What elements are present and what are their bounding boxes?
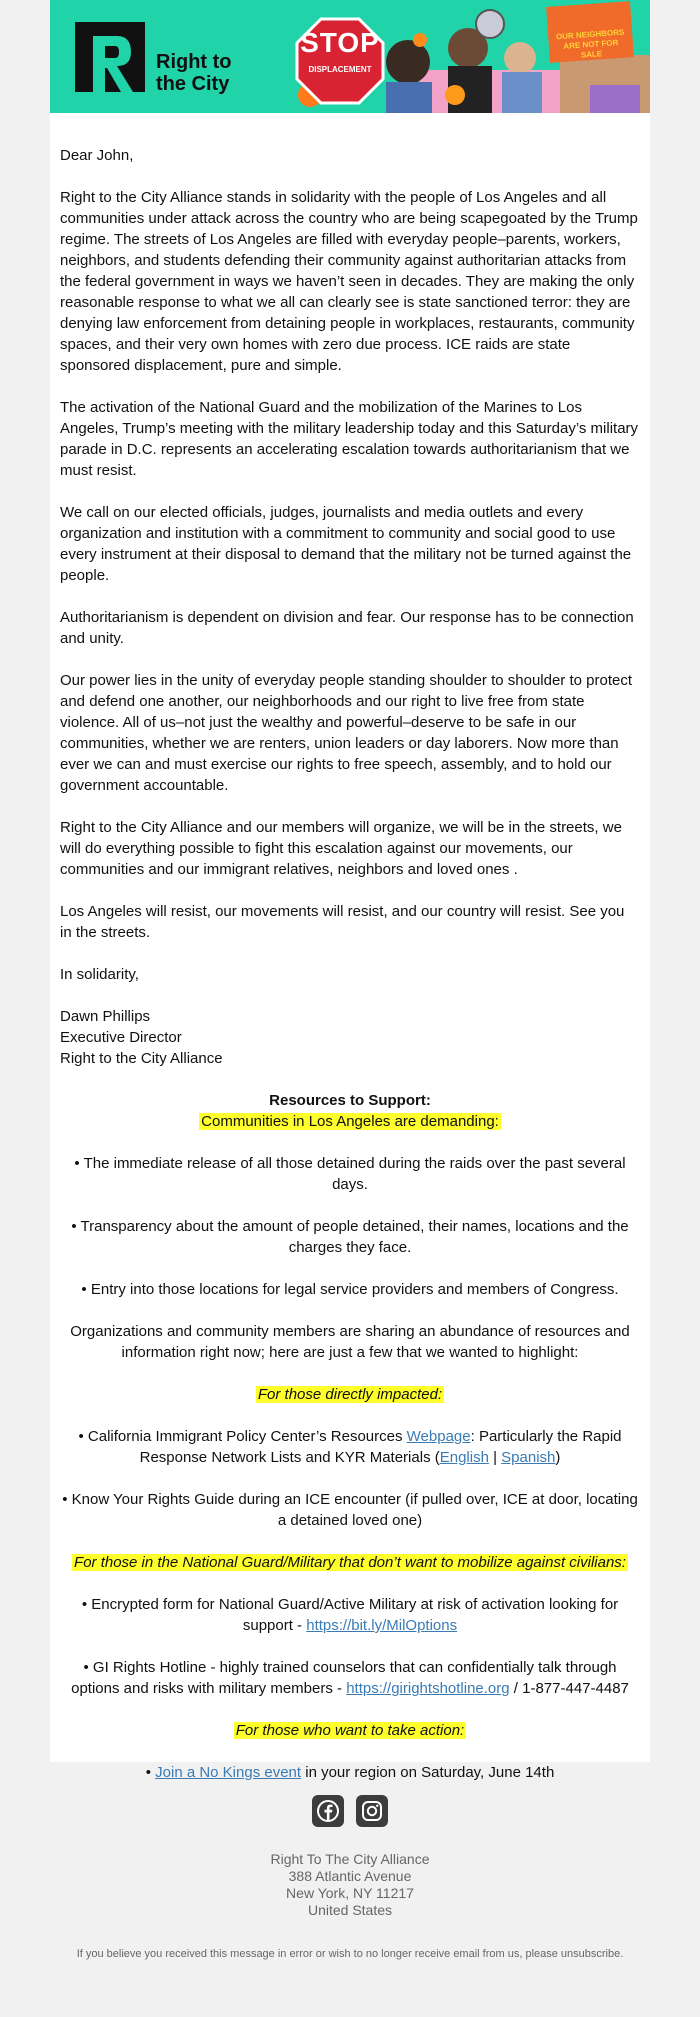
bullet-icon: • bbox=[145, 1764, 151, 1781]
gi-suffix: / 1-877-447-4487 bbox=[509, 1680, 629, 1697]
ciipc-prefix: California Immigrant Policy Center’s Resources bbox=[87, 1428, 403, 1445]
facebook-button[interactable] bbox=[312, 1795, 344, 1827]
no-kings-item bbox=[60, 1762, 640, 1783]
neighbors-sign bbox=[546, 1, 634, 63]
no-kings-link[interactable]: Join a No Kings event bbox=[155, 1764, 302, 1781]
demand-text: Entry into those locations for legal service providers and members of Congress. bbox=[90, 1281, 619, 1298]
closing: In solidarity, bbox=[60, 966, 139, 983]
instagram-button[interactable] bbox=[356, 1795, 388, 1827]
demand-item bbox=[60, 1216, 640, 1258]
footer-address bbox=[0, 1851, 700, 1919]
demand-item bbox=[60, 1279, 640, 1300]
letter-paragraph: Right to the City Alliance stands in solidarity with the people of Los Angeles and all communities under attack across the country who are being scapegoated by the Trump regime. The streets of Los Angeles are filled with everyday people–parents, workers, neighbors, and students defending their community against authoritarian attacks from the federal government in ways we haven’t seen in decades. They are making the only reasonable response to what we all can clearly see is state sanctioned terror: they are denying law enforcement from detaining people in workplaces, restaurants, community spaces, and their very own homes with zero due process. ICE raids are state sponsored displacement, pure and simple. bbox=[60, 189, 638, 374]
letter-paragraph: The activation of the National Guard and the mobilization of the Marines to Los Angeles, Trump’s meeting with the military leadership today and this Saturday’s military parade in D.C. represents an accelerating escalation towards authoritarianism that we must resist. bbox=[60, 399, 639, 479]
spanish-link[interactable]: Spanish bbox=[501, 1449, 556, 1466]
encrypted-prefix: Encrypted form for National Guard/Active Military at risk of activation looking for support - bbox=[91, 1596, 619, 1634]
signer-name: Dawn Phillips bbox=[60, 1008, 151, 1025]
stop-subtext: DISPLACEMENT bbox=[308, 65, 372, 74]
logo-text bbox=[156, 51, 232, 95]
letter-paragraph: We call on our elected officials, judges, journalists and media outlets and every organization and institution with a commitment to community and social good to use every instrument at their disposal to demand that the military not be turned against the people. bbox=[60, 504, 632, 584]
demand-text: Transparency about the amount of people detained, their names, locations and the charges they face. bbox=[80, 1218, 629, 1256]
military-heading-block bbox=[60, 1552, 640, 1573]
encrypted-form-item bbox=[60, 1594, 640, 1636]
ciipc-mid: : Particularly the Rapid Response Network Lists and KYR Materials ( bbox=[139, 1428, 622, 1466]
bullet-icon: • bbox=[78, 1428, 84, 1445]
demand-text: The immediate release of all those detained during the raids over the past several days. bbox=[83, 1155, 626, 1193]
bullet-icon: • bbox=[74, 1155, 80, 1172]
signer-org: Right to the City Alliance bbox=[60, 1050, 223, 1067]
neighbors-sign-text: OUR NEIGHBORS ARE NOT FOR SALE bbox=[555, 27, 625, 60]
letter-paragraph: Authoritarianism is dependent on division and fear. Our response has to be connection and unity. bbox=[60, 609, 634, 647]
email-card bbox=[50, 0, 650, 1781]
demand-heading: Communities in Los Angeles are demanding: bbox=[201, 1113, 499, 1130]
letter-paragraph: Los Angeles will resist, our movements will resist, and our country will resist. See you in the streets. bbox=[60, 903, 625, 941]
english-link[interactable]: English bbox=[439, 1449, 489, 1466]
military-heading: For those in the National Guard/Military that don’t want to mobilize against civilians: bbox=[74, 1554, 626, 1571]
email-footer bbox=[0, 1795, 700, 1961]
right-to-the-city-logo-icon bbox=[75, 22, 145, 92]
bullet-icon: • bbox=[83, 1659, 89, 1676]
social-links bbox=[0, 1795, 700, 1827]
stop-displacement-sign bbox=[295, 17, 385, 105]
impacted-heading: For those directly impacted: bbox=[257, 1386, 443, 1403]
resources-intro: Organizations and community members are sharing an abundance of resources and information right now; here are just a few that we wanted to highlight: bbox=[70, 1323, 630, 1361]
bullet-icon: • bbox=[81, 1281, 87, 1298]
demand-item bbox=[60, 1153, 640, 1195]
ciipc-item bbox=[60, 1426, 640, 1468]
footer-org: Right To The City Alliance bbox=[270, 1851, 430, 1867]
protest-collage-image bbox=[290, 0, 650, 113]
bullet-icon: • bbox=[81, 1596, 88, 1613]
facebook-icon bbox=[317, 1800, 339, 1822]
action-heading-block bbox=[60, 1720, 640, 1741]
gi-hotline-item bbox=[60, 1657, 640, 1699]
action-heading: For those who want to take action: bbox=[235, 1722, 465, 1739]
bullet-icon: • bbox=[71, 1218, 77, 1235]
letter-paragraph: Right to the City Alliance and our members will organize, we will be in the streets, we will do everything possible to fight this escalation against our movements, our communities and our immigrant relatives, neighbors and loved ones . bbox=[60, 819, 622, 878]
logo-line-1: Right to bbox=[156, 51, 232, 73]
bullet-icon: • bbox=[62, 1491, 68, 1508]
ciipc-end: ) bbox=[555, 1449, 561, 1466]
ciipc-webpage-link[interactable]: Webpage bbox=[406, 1428, 471, 1445]
stop-text: STOP bbox=[300, 27, 380, 58]
email-body bbox=[50, 113, 650, 1783]
footer-city: New York, NY 11217 bbox=[286, 1885, 414, 1901]
no-kings-suffix: in your region on Saturday, June 14th bbox=[301, 1764, 555, 1781]
greeting: Dear John, bbox=[60, 147, 134, 164]
header-banner bbox=[50, 0, 650, 113]
kyr-text: Know Your Rights Guide during an ICE encounter (if pulled over, ICE at door, locating a detained loved one) bbox=[71, 1491, 638, 1529]
pipe-separator: | bbox=[488, 1449, 502, 1466]
resources-heading-block bbox=[60, 1090, 640, 1132]
signature-block bbox=[60, 1006, 640, 1069]
resources-heading: Resources to Support: bbox=[269, 1092, 431, 1109]
gi-prefix: GI Rights Hotline - highly trained counselors that can confidentially talk through options and risks with military members - bbox=[71, 1659, 617, 1697]
unsubscribe-notice[interactable]: If you believe you received this message in error or wish to no longer receive email from us, please unsubscribe. bbox=[76, 1948, 624, 1960]
mil-options-link[interactable]: https://bit.ly/MilOptions bbox=[306, 1617, 458, 1634]
impacted-heading-block bbox=[60, 1384, 640, 1405]
gi-rights-link[interactable]: https://girightshotline.org bbox=[346, 1680, 510, 1697]
logo-line-2: the City bbox=[156, 73, 230, 95]
footer-street: 388 Atlantic Avenue bbox=[288, 1868, 412, 1884]
letter-paragraph: Our power lies in the unity of everyday people standing shoulder to shoulder to protect and defend one another, our neighborhoods and our right to live free from state violence. All of us–not just the wealthy and powerful–deserve to be safe in our communities, whether we are renters, union leaders or day laborers. Now more than ever we can and must exercise our rights to free speech, assembly, and to hold our government accountable. bbox=[60, 672, 633, 794]
instagram-icon bbox=[361, 1800, 383, 1822]
kyr-item bbox=[60, 1489, 640, 1531]
resources-section bbox=[60, 1090, 640, 1783]
footer-country: United States bbox=[307, 1902, 393, 1918]
signer-title: Executive Director bbox=[60, 1029, 182, 1046]
